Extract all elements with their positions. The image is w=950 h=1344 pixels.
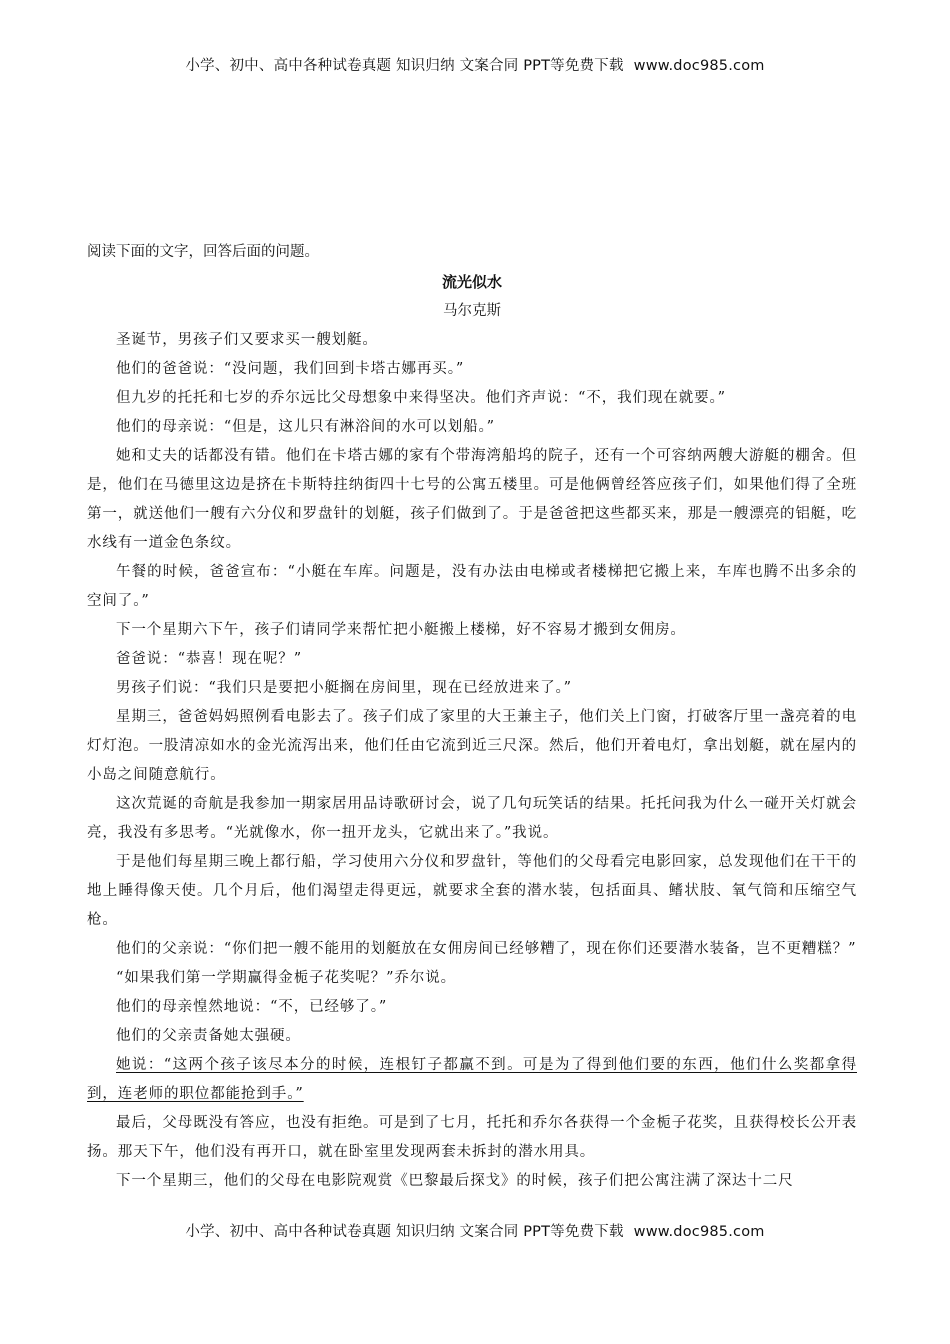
paragraph-19: 下一个星期三，他们的父母在电影院观赏《巴黎最后探戈》的时候，孩子们把公寓注满了深达十二尺 [116,1173,794,1189]
underlined-paragraph [87,1051,857,1109]
page-header [0,54,950,75]
paragraph-6: 午餐的时候，爸爸宣布：“小艇在车库。问题是，没有办法由电梯或者楼梯把它搬上来，车库也腾不出多余的空间了。” [87,564,857,609]
paragraph-12: 于是他们每星期三晚上都行船，学习使用六分仪和罗盘针，等他们的父母看完电影回家，总发现他们在干干的地上睡得像天使。几个月后，他们渴望走得更远，就要求全套的潜水装，包括面具、鳍状肢、氧气筒和压缩空气枪。 [87,854,857,928]
header-site-link[interactable]: www.doc985.com [633,58,765,74]
paragraph-13: 他们的父亲说：“你们把一艘不能用的划艇放在女佣房间已经够糟了，现在你们还要潜水装备，岂不更糟糕？” [116,941,857,957]
story-title: 流光似水 [441,273,502,291]
footer-site-link[interactable]: www.doc985.com [633,1224,765,1240]
paragraph-8: 爸爸说：“恭喜！现在呢？” [116,651,303,667]
paragraph-18: 最后，父母既没有答应，也没有拒绝。可是到了七月，托托和乔尔各获得一个金栀子花奖，且获得校长公开表扬。那天下午，他们没有再开口，就在卧室里发现两套未拆封的潜水用具。 [87,1115,857,1160]
paragraph-16: 他们的父亲责备她太强硬。 [116,1028,301,1044]
underlined-quote: 她说：“这两个孩子该尽本分的时候，连根钉子都赢不到。可是为了得到他们要的东西，他们什么奖都拿得到，连老师的职位都能抢到手。” [87,1057,857,1102]
paragraph-10: 星期三，爸爸妈妈照例看电影去了。孩子们成了家里的大王兼主子，他们关上门窗，打破客厅里一盏亮着的电灯灯泡。一股清凉如水的金光流泻出来，他们任由它流到近三尺深。然后，他们开着电灯，拿出划艇，就在屋内的小岛之间随意航行。 [87,709,857,783]
paragraph-9: 男孩子们说：“我们只是要把小艇搁在房间里，现在已经放进来了。” [116,680,572,696]
footer-text: 小学、初中、高中各种试卷真题 知识归纳 文案合同 PPT等免费下载 [185,1224,624,1240]
paragraph-5: 她和丈夫的话都没有错。他们在卡塔古娜的家有个带海湾船坞的院子，还有一个可容纳两艘大游艇的棚舍。但是，他们在马德里这边是挤在卡斯特拄纳街四十七号的公寓五楼里。可是他俩曾经答应孩子们，如果他们得了全班第一，就送他们一艘有六分仪和罗盘针的划艇，孩子们做到了。于是爸爸把这些都买来，那是一艘漂亮的铝艇，吃水线有一道金色条纹。 [87,448,857,551]
paragraph-11: 这次荒诞的奇航是我参加一期家居用品诗歌研讨会，说了几句玩笑话的结果。托托问我为什么一碰开关灯就会亮，我没有多思考。“光就像水，你一扭开龙头，它就出来了。”我说。 [87,796,857,841]
story-author: 马尔克斯 [443,303,501,319]
header-text: 小学、初中、高中各种试卷真题 知识归纳 文案合同 PPT等免费下载 [185,58,624,74]
paragraph-2: 他们的爸爸说：“没问题，我们回到卡塔古娜再买。” [116,361,465,377]
article [87,238,857,1196]
paragraph-4: 他们的母亲说：“但是，这儿只有淋浴间的水可以划船。” [116,419,495,435]
question-intro: 阅读下面的文字，回答后面的问题。 [87,244,319,260]
paragraph-1: 圣诞节，男孩子们又要求买一艘划艇。 [116,332,378,348]
paragraph-3: 但九岁的托托和七岁的乔尔远比父母想象中来得坚决。他们齐声说：“不，我们现在就要。” [116,390,726,406]
paragraph-14: “如果我们第一学期赢得金栀子花奖呢？”乔尔说。 [116,970,457,986]
paragraph-7: 下一个星期六下午，孩子们请同学来帮忙把小艇搬上楼梯，好不容易才搬到女佣房。 [116,622,686,638]
paragraph-15: 他们的母亲惶然地说：“不，已经够了。” [116,999,388,1015]
page-footer [0,1220,950,1241]
